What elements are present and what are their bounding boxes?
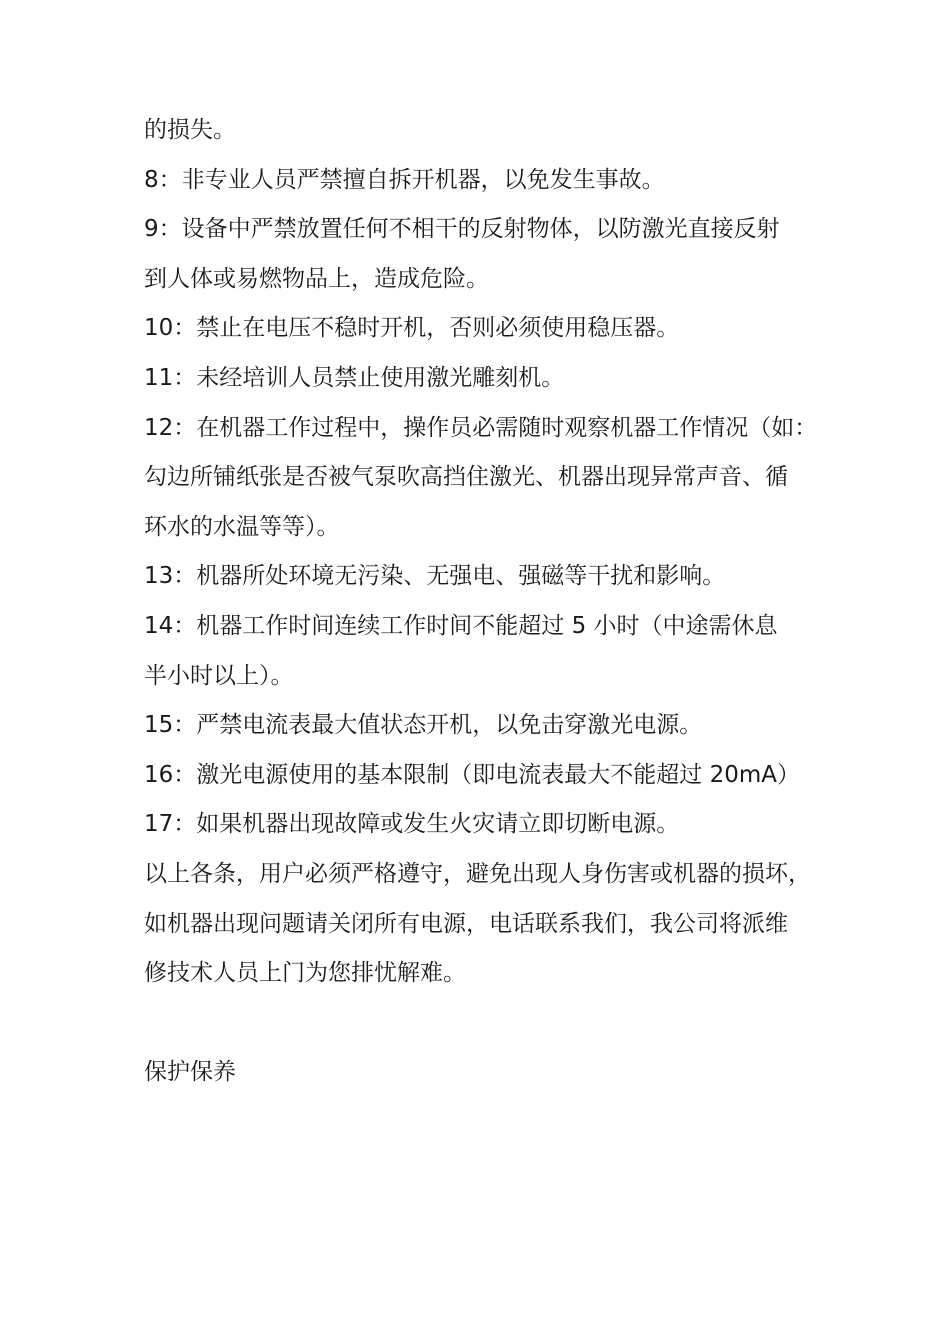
section-heading: 保护保养 [144, 1059, 236, 1086]
rule-item-8: 8：非专业人员严禁擅自拆开机器，以免发生事故。 [144, 166, 665, 193]
rule-item-15: 15：严禁电流表最大值状态开机，以免击穿激光电源。 [144, 712, 703, 739]
document-body [144, 106, 824, 1098]
rule-item-9: 9：设备中严禁放置任何不相干的反射物体，以防激光直接反射 [144, 216, 780, 243]
closing-paragraph-line: 如机器出现问题请关闭所有电源，电话联系我们，我公司将派维 [144, 910, 788, 937]
closing-paragraph-line: 以上各条，用户必须严格遵守，避免出现人身伤害或机器的损坏， [144, 860, 811, 887]
rule-item-12: 12：在机器工作过程中，操作员必需随时观察机器工作情况（如： [144, 414, 818, 441]
closing-paragraph-line: 修技术人员上门为您排忧解难。 [144, 960, 466, 987]
text-line: 环水的水温等等）。 [144, 513, 340, 540]
text-line: 半小时以上）。 [144, 662, 294, 689]
rule-item-16: 16：激光电源使用的基本限制（即电流表最大不能超过 20mA） [144, 761, 800, 788]
rule-item-11: 11：未经培训人员禁止使用激光雕刻机。 [144, 364, 565, 391]
rule-item-13: 13：机器所处环境无污染、无强电、强磁等干扰和影响。 [144, 563, 726, 590]
paragraph-gap [144, 999, 824, 1049]
text-line: 勾边所铺纸张是否被气泵吹高挡住激光、机器出现异常声音、循 [144, 464, 788, 491]
rule-item-14: 14：机器工作时间连续工作时间不能超过 5 小时（中途需休息 [144, 612, 778, 639]
text-line: 的损失。 [144, 117, 236, 143]
text-line: 到人体或易燃物品上，造成危险。 [144, 265, 489, 292]
rule-item-17: 17：如果机器出现故障或发生火灾请立即切断电源。 [144, 811, 680, 838]
rule-item-10: 10：禁止在电压不稳时开机，否则必须使用稳压器。 [144, 315, 680, 342]
